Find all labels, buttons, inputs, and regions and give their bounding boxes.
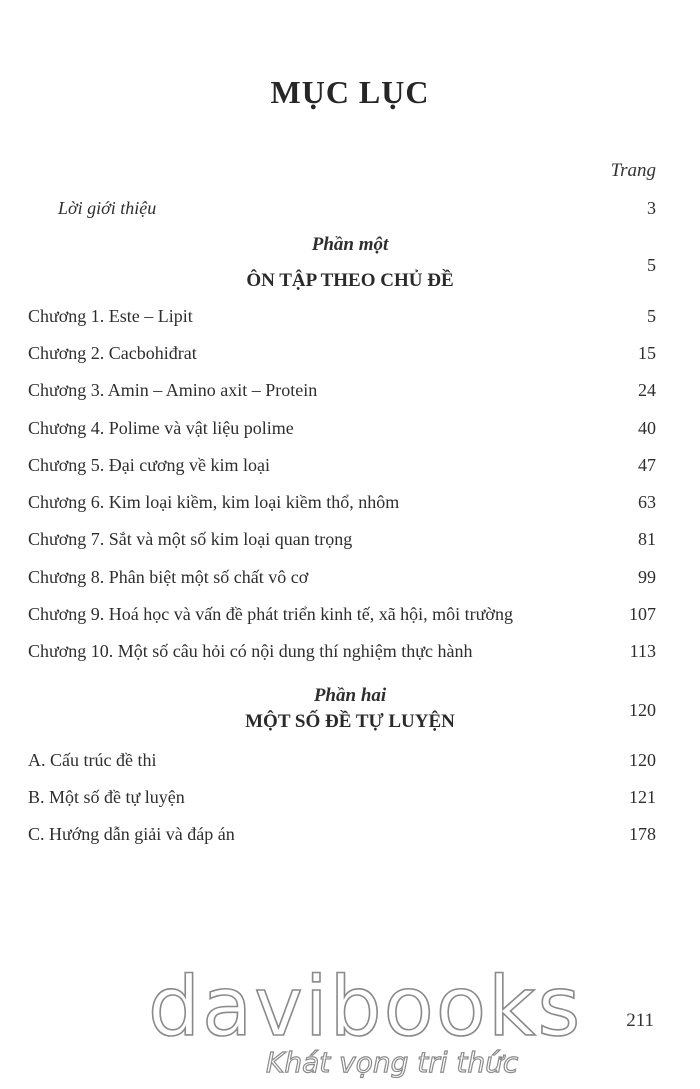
toc-entry-label: B. Một số đề tự luyện <box>28 787 185 807</box>
toc-entry-label: Chương 9. Hoá học và vấn đề phát triển kinh tế, xã hội, môi trường <box>28 604 513 624</box>
toc-entry <box>28 455 656 481</box>
toc-entry-label: Chương 10. Một số câu hỏi có nội dung thí nghiệm thực hành <box>28 641 473 661</box>
toc-entry <box>28 380 656 406</box>
toc-entry-page: 99 <box>638 567 656 587</box>
toc-entry-page: 24 <box>638 380 656 400</box>
toc-entry-label: Chương 6. Kim loại kiềm, kim loại kiềm thổ, nhôm <box>28 492 400 512</box>
watermark-slogan: Khát vọng tri thức <box>266 1046 519 1079</box>
watermark-logo: davibooks <box>148 960 583 1055</box>
toc-entry-label: A. Cấu trúc đề thi <box>28 750 157 770</box>
page-column-label: Trang <box>610 160 656 181</box>
toc-entry-label: Chương 2. Cacbohiđrat <box>28 343 197 363</box>
part-two-subtitle: Phần hai <box>313 685 387 706</box>
toc-entry <box>28 641 656 667</box>
part-two-title: MỘT SỐ ĐỀ TỰ LUYỆN <box>245 711 455 732</box>
toc-entry-label: Chương 8. Phân biệt một số chất vô cơ <box>28 567 309 587</box>
toc-entry-page: 40 <box>638 418 656 438</box>
toc-entry-label: Chương 5. Đại cương về kim loại <box>28 455 271 475</box>
toc-entry-label: Chương 1. Este – Lipit <box>28 306 193 326</box>
toc-entry-label: Lời giới thiệu <box>58 198 157 218</box>
toc-entry-page: 120 <box>629 750 656 770</box>
toc-entry <box>28 529 656 555</box>
toc-entry-label: Chương 7. Sắt và một số kim loại quan trọng <box>28 529 353 549</box>
toc-entry-page: 5 <box>647 306 656 326</box>
toc-entry <box>28 418 656 444</box>
toc-entry-page: 113 <box>629 641 656 661</box>
toc-entry-page: 63 <box>638 492 656 512</box>
toc-entry-label: Chương 3. Amin – Amino axit – Protein <box>28 380 318 400</box>
toc-entry <box>28 750 656 776</box>
toc-entry-label: Chương 4. Polime và vật liệu polime <box>28 418 294 438</box>
part-one-title: ÔN TẬP THEO CHỦ ĐỀ <box>246 270 454 291</box>
part-one-page: 5 <box>647 255 656 275</box>
page-title: MỤC LỤC <box>270 74 430 110</box>
toc-entry-page: 15 <box>638 343 656 363</box>
toc-entry-page: 3 <box>647 198 656 218</box>
toc-entry-label: C. Hướng dẫn giải và đáp án <box>28 824 235 844</box>
toc-entry <box>28 492 656 518</box>
toc-entry-page: 178 <box>629 824 656 844</box>
toc-entry-page: 47 <box>638 455 656 475</box>
toc-entry <box>28 306 656 332</box>
toc-entry <box>28 343 656 369</box>
toc-entry-page: 121 <box>629 787 656 807</box>
part-two-page: 120 <box>629 700 656 720</box>
toc-entry <box>28 787 656 813</box>
toc-entry-page: 81 <box>638 529 656 549</box>
page-number: 211 <box>626 1010 654 1031</box>
toc-entry <box>28 604 656 630</box>
toc-entry-page: 107 <box>629 604 656 624</box>
toc-entry <box>28 824 656 850</box>
toc-entry <box>28 567 656 593</box>
toc-entry-intro <box>28 198 656 224</box>
part-one-subtitle: Phần một <box>311 234 389 255</box>
